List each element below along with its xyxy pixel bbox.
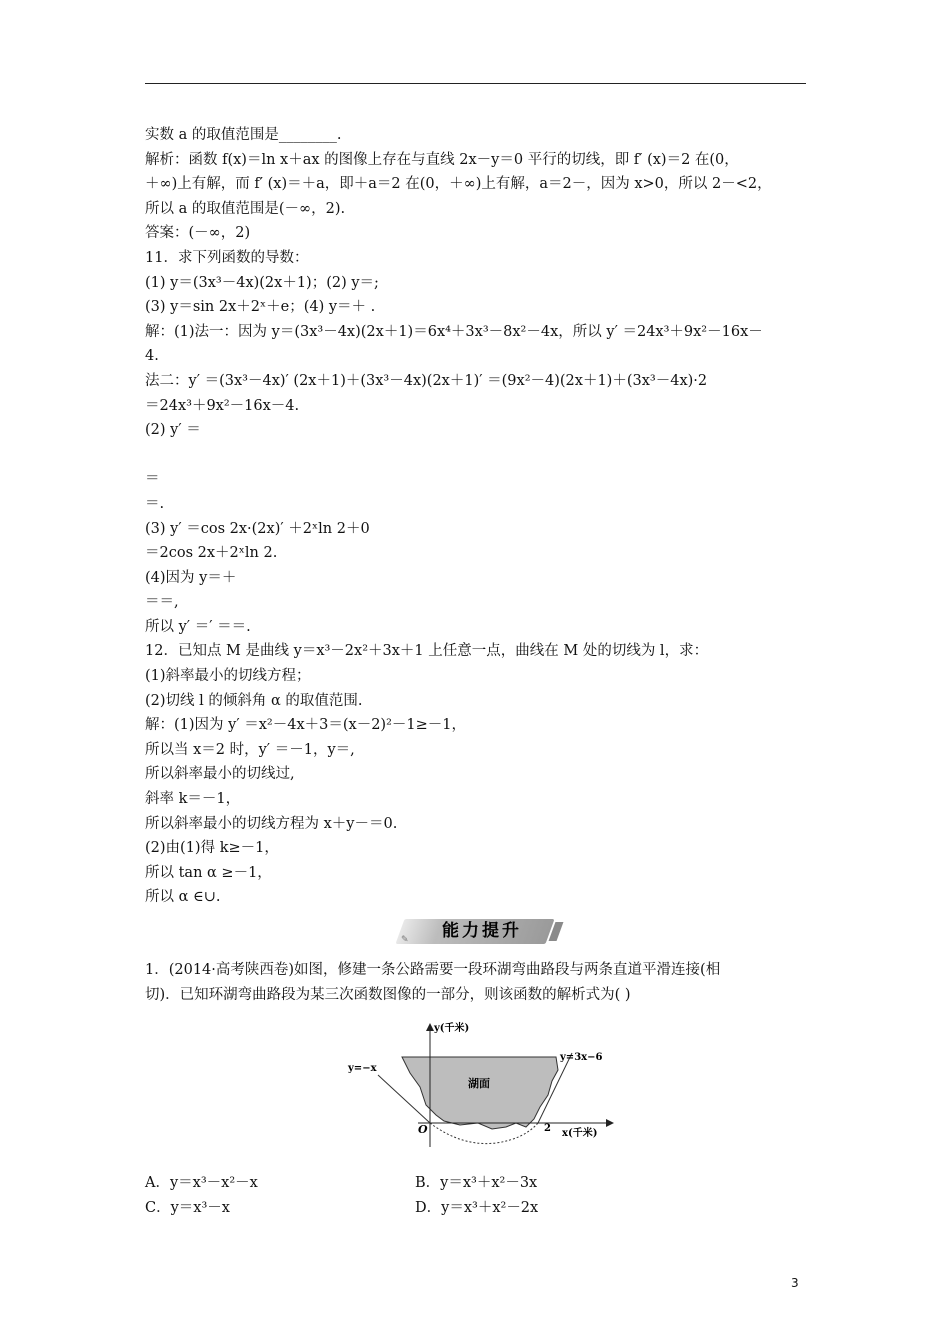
text-line: 所以斜率最小的切线过, [145,766,295,783]
text-line: 所以斜率最小的切线方程为 x＋y－＝0. [145,815,398,832]
text-line: ＝24x³＋9x²－16x－4. [145,397,300,414]
text-line: 12．已知点 M 是曲线 y＝x³－2x²＋3x＋1 上任意一点，曲线在 M 处的切线为 l，求： [145,643,709,660]
text-line: (3) y＝sin 2x＋2ˣ＋e；(4) y＝＋ . [145,299,376,316]
option-text: y＝x³－x²－x [169,1175,258,1191]
question-text: 切)．已知环湖弯曲路段为某三次函数图像的一部分，则该函数的解析式为( ) [145,986,631,1003]
text-line: 4. [145,348,159,365]
right-line-label: y=3x−6 [560,1052,603,1063]
lake-road-figure [340,1015,620,1150]
text-line: (2)由(1)得 k≥－1， [145,840,279,857]
option-letter: C． [145,1199,171,1216]
left-line-label: y=−x [348,1063,377,1074]
text-line: 实数 a 的取值范围是________. [145,127,342,143]
y-axis-label: y(千米) [434,1023,470,1034]
option-letter: D． [415,1199,442,1216]
text-line: ＝ [145,471,160,488]
text-line: 解：(1)因为 y′ ＝x²－4x＋3＝(x－2)²－1≥－1， [145,717,466,734]
option-row [145,1171,810,1196]
x-tick-label: 2 [544,1123,551,1134]
option-d [415,1196,685,1221]
text-line: ＝. [145,495,165,512]
text-line: (2) y′ ＝ [145,422,201,439]
option-a [145,1171,415,1196]
option-letter: A． [145,1175,170,1191]
option-letter: B． [415,1175,441,1191]
y-axis-arrow-icon [426,1023,434,1031]
text-line: ＝2cos 2x＋2ˣln 2. [145,545,278,562]
text-line: 所以 tan α ≥－1， [145,864,272,881]
section-banner [145,912,810,952]
x-axis-label: x(千米) [562,1128,598,1139]
page-number: 3 [791,1276,799,1290]
text-line: 所以 α ∈∪. [145,889,221,906]
section-title: 能力提升 [442,921,522,941]
text-line: 所以当 x＝2 时，y′ ＝－1，y＝, [145,741,355,758]
option-row [145,1196,810,1221]
option-c [145,1196,415,1221]
header-rule [145,83,806,84]
text-line: (3) y′ ＝cos 2x·(2x)′ ＋2ˣln 2＋0 [145,520,370,537]
text-line: (4)因为 y＝＋ [145,569,237,586]
text-line: 斜率 k＝－1， [145,791,241,808]
option-text: y＝x³－x [170,1199,230,1216]
option-text: y＝x³＋x²－2x [441,1199,539,1216]
text-line: 11．求下列函数的导数： [145,249,309,266]
text-line: 法二：y′ ＝(3x³－4x)′ (2x＋1)＋(3x³－4x)(2x＋1)′ ＝(9x²－4)(2x＋1)＋(3x³－4x)·2 [145,372,708,389]
text-line: (1) y＝(3x³－4x)(2x＋1)；(2) y＝; [145,274,379,291]
option-b [415,1171,685,1196]
origin-label: O [418,1123,428,1136]
text-line: ＝＝, [145,594,179,611]
text-line: (2)切线 l 的倾斜角 α 的取值范围. [145,692,363,709]
text-line: 答案：(－∞，2) [145,225,251,242]
answer-options [145,1171,810,1220]
banner-decoration-icon: ✎ [401,935,409,945]
question-text: 1．(2014·高考陕西卷)如图，修建一条公路需要一段环湖弯曲路段与两条直道平滑连接(相 [145,962,721,978]
text-line: 所以 y′ ＝′ ＝＝. [145,618,251,635]
document-body [145,123,810,1007]
text-line: 所以 a 的取值范围是(－∞，2). [145,200,346,217]
option-text: y＝x³＋x²－3x [440,1175,538,1191]
x-axis-arrow-icon [606,1119,614,1127]
text-line: ＋∞)上有解，而 f′ (x)＝＋a，即＋a＝2 在(0，＋∞)上有解，a＝2－，因为 x>0，所以 2－<2， [145,176,772,193]
lake-label: 湖面 [468,1077,490,1090]
blank-line [145,443,810,468]
text-line: 解析：函数 f(x)＝ln x＋ax 的图像上存在与直线 2x－y＝0 平行的切线，即 f′ (x)＝2 在(0， [145,151,739,168]
text-line: 解：(1)法一：因为 y＝(3x³－4x)(2x＋1)＝6x⁴＋3x³－8x²－4x，所以 y′ ＝24x³＋9x²－16x－ [145,323,763,340]
text-line: (1)斜率最小的切线方程； [145,668,311,685]
